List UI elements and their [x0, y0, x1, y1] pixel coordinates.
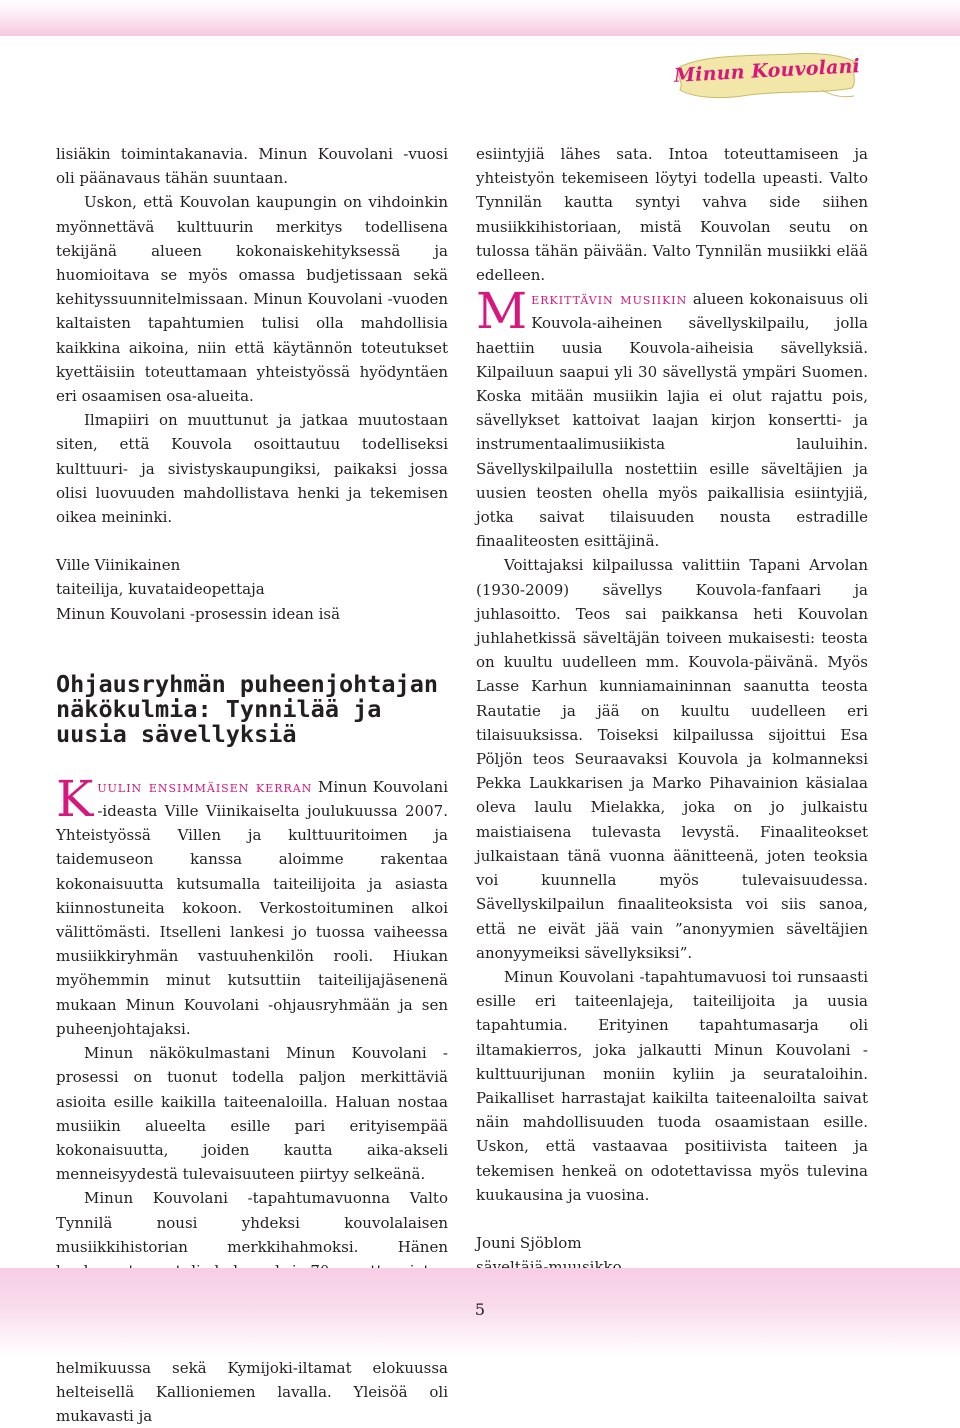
- paragraph: lisiäkin toimintakanavia. Minun Kouvolani -vuosi oli päänavaus tähän suuntaan.: [56, 145, 448, 188]
- top-decorative-band: [0, 0, 960, 36]
- signature-name: Jouni Sjöblom: [476, 1233, 582, 1252]
- dropcap: K: [56, 769, 94, 828]
- paragraph: Ilmapiiri on muuttunut ja jatkaa muutostaan siten, että Kouvola osoittautuu todelliseksi kulttuuri- ja sivistyskaupungiksi, paikaksi jossa olisi luovuuden mahdollistava henki ja tekemisen oikea meininki.: [56, 411, 448, 527]
- paragraph: Uskon, että Kouvolan kaupungin on vihdoinkin myönnettävä kulttuurin merkitys todellisena tekijänä alueen kokonaiskehityksessä ja huomioitava se myös omassa budjetissaan sekä kehityssuunnitelmissaan. Minun Kouvolani -vuoden kaltaisten tapahtumien tulisi olla mahdollisia kaikkina aikoina, niin että käytännön toteutukset kyettäisiin toteuttamaan yhteistyössä hyödyntäen eri osaamisen osa-alueita.: [56, 193, 448, 406]
- logo-text: Minun Kouvolani: [673, 55, 861, 87]
- paragraph: Voittajaksi kilpailussa valittiin Tapani Arvolan (1930-2009) sävellys Kouvola-fanfaari ja juhlasoitto. Teos sai paikkansa heti Kouvolan juhlahetkissä säveltäjän toiveen mukaisesti: teosta on kuultu uudelleen mm. Kouvola-päivänä. Myös Lasse Karhun kunniamaininnan saanutta teosta Rautatie ja jää on kuultu uudelleen eri tilaisuuksissa. Toiseksi kilpailussa sijoittui Esa Pöljön teos Seuraavaksi Kouvola ja kolmanneksi Pekka Laukkarisen ja Marko Pihavainion käsialaa oleva laulu Mielakka, joka on jo julkaistu maistiaisena tulevasta levystä. Finaaliteokset julkaistaan tänä vuonna äänitteenä, joten teoksia voi kuunnella myös tulevaisuudessa. Sävellyskilpailun finaaliteoksista voi siis sanoa, että ne eivät jää vain ”anonyymien säveltäjien anonyymeiksi sävellyksiksi”.: [476, 556, 868, 962]
- section-heading: Ohjausryhmän puheenjohtajan näkökulmia: Tynnilää ja uusia sävellyksiä: [56, 669, 439, 748]
- right-column: [476, 142, 868, 1304]
- paragraph-text: alueen kokonaisuus oli Kouvola-aiheinen sävellyskilpailu, jolla haettiin uusia Kouvola-aiheisia sävellyksiä. Kilpailuun saapui yli 30 sävellystä ympäri Suomen. Koska mitään musiikin lajia ei olut rajattu pois, sävellykset kattoivat laajan kirjon konsertti- ja instrumentaalimusiikista lauluihin. Sävellyskilpailulla nostettiin esille säveltäjien ja uusien teosten ohella myös paikallisia esiintyjiä, jotka saivat tilaisuuden nousta estradille finaaliteosten esittäjinä.: [476, 290, 868, 551]
- paragraph-with-dropcap: [476, 282, 868, 553]
- paragraph: Minun Kouvolani -tapahtumavuosi toi runsaasti esille eri taiteenlajeja, taiteilijoita ja uusia tapahtumia. Erityinen tapahtumasarja oli iltamakierros, joka jalkautti Minun Kouvolani -kulttuurijunan moniin kyliin ja seurataloihin. Paikalliset harrastajat kaikilta taiteenaloilta saivat näin mahdollisuuden tuoda osaamistaan esille. Uskon, että vastaavaa positiivista taiteen ja tekemisen henkeä on odotettavissa myös tulevina kuukausina ja vuosina.: [476, 967, 868, 1204]
- smallcaps-lead: erkittävin musiikin: [531, 290, 688, 309]
- paragraph-with-dropcap: [56, 769, 449, 1041]
- signature-role: taiteilija, kuvataideopettaja: [56, 580, 265, 599]
- paragraph-text: Minun Kouvolani -ideasta Ville Viinikaiselta joulukuussa 2007. Yhteistyössä Villen ja kulttuuritoimen ja taidemuseon kanssa aloimme rakentaa kokonaisuutta kutsumalla taiteilijoita ja asiasta kiinnostuneita kokoon. Verkostoituminen alkoi välittömästi. Itselleni lankesi jo tuossa vaiheessa musiikkiryhmän vastuuhenkilön rooli. Hiukan myöhemmin minut kutsuttiin taiteilijajäsenenä mukaan Minun Kouvolani -ohjausryhmään ja sen puheenjohtajaksi.: [56, 777, 449, 1038]
- page-number: 5: [474, 1300, 486, 1319]
- smallcaps-lead: uulin ensimmäisen kerran: [97, 777, 313, 796]
- signature-extra: Minun Kouvolani -prosessin idean isä: [56, 604, 341, 623]
- dropcap: M: [476, 282, 528, 341]
- paragraph: Minun näkökulmastani Minun Kouvolani -prosessi on tuonut todella paljon merkittäviä asioita esille kaikilla taiteenaloilla. Haluan nostaa musiikin alueelta esille pari erityisempää kokonaisuutta, joiden kautta aika-akseli menneisyydestä tulevaisuuteen piirtyy selkeänä.: [56, 1044, 448, 1184]
- minun-kouvolani-logo: [672, 46, 862, 104]
- signature-name: Ville Viinikainen: [56, 556, 181, 575]
- left-column: [56, 142, 448, 1428]
- paragraph: esiintyjiä lähes sata. Intoa toteuttamiseen ja yhteistyön tekemiseen löytyi todella upeasti. Valto Tynnilän kautta syntyi vahva side siihen musiikkihistoriaan, mistä Kouvolan seutu on tulossa tähän päivään. Valto Tynnilän musiikki elää edelleen.: [476, 145, 868, 285]
- paragraph: Minun Kouvolani -tapahtumavuonna Valto Tynnilä nousi yhdeksi kouvolalaisen musiikkihistorian merkkihahmoksi. Hänen helmikuussa sekä Kymijoki-iltamat elokuussa helteisellä Kallioniemen lavalla. Yleisöä oli mukavasti ja: [56, 1189, 448, 1426]
- signature-block: [56, 553, 448, 626]
